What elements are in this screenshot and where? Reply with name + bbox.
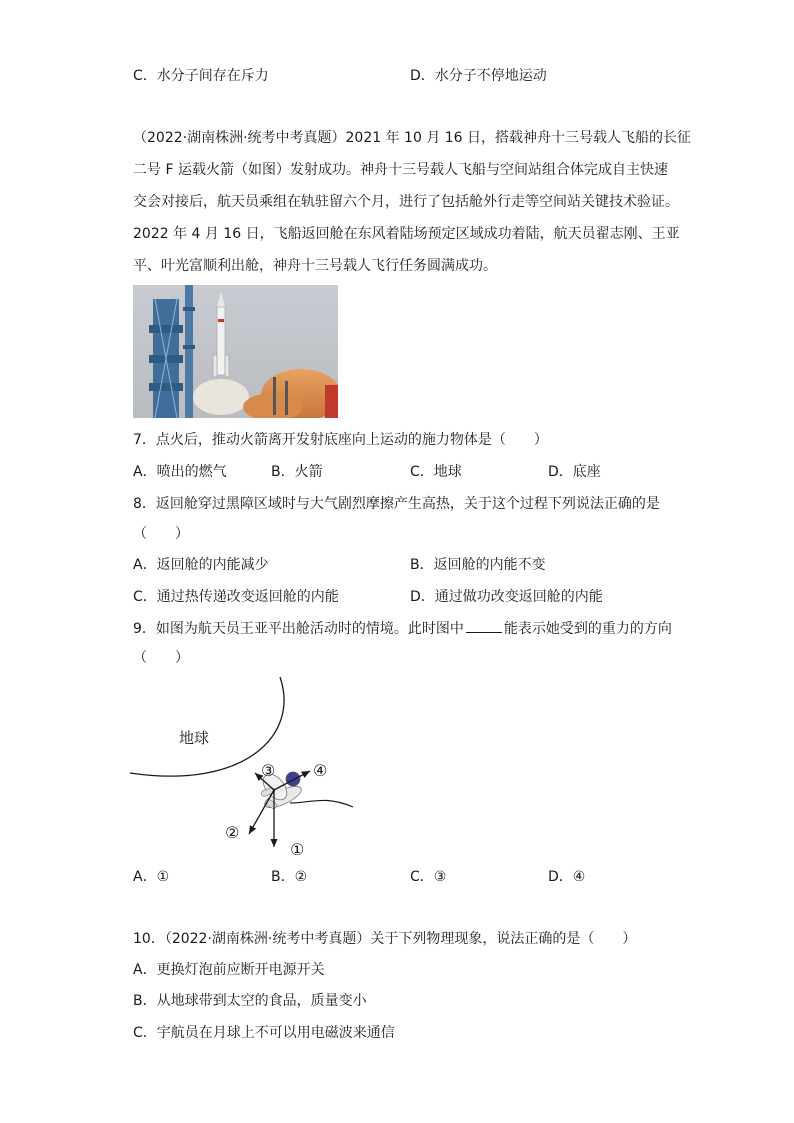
earth-label: 地球	[179, 729, 210, 747]
arrow-label-4: ④	[313, 761, 328, 780]
q9-answer-blank	[466, 618, 502, 633]
q8-stem: 8．返回舱穿过黑障区域时与大气剧烈摩擦产生高热，关于这个过程下列说法正确的是	[133, 496, 660, 512]
q7-option-c: C．地球	[410, 464, 462, 480]
passage-line-2: 二号 F 运载火箭（如图）发射成功。神舟十三号载人飞船与空间站组合体完成自主快速	[133, 162, 668, 178]
q9-option-b: B．②	[271, 869, 308, 885]
arrow-label-3: ③	[261, 761, 276, 780]
passage-line-5: 平、叶光富顺利出舱，神舟十三号载人飞行任务圆满成功。	[133, 258, 497, 274]
passage-line-4: 2022 年 4 月 16 日，飞船返回舱在东风着陆场预定区域成功着陆，航天员翟志刚、王亚	[133, 226, 680, 242]
passage-line-1: （2022·湖南株洲·统考中考真题）2021 年 10 月 16 日，搭载神舟十三号载人飞船的长征	[133, 130, 692, 146]
prev-option-d: D．水分子不停地运动	[410, 68, 547, 84]
q9-stem	[133, 618, 672, 639]
q9-stem-part-a: 9．如图为航天员王亚平出舱活动时的情境。此时图中	[133, 621, 464, 637]
q10-option-c: C．宇航员在月球上不可以用电磁波来通信	[133, 1025, 395, 1041]
prev-option-c: C．水分子间存在斥力	[133, 68, 269, 84]
q9-option-d: D．④	[548, 869, 586, 885]
q9-astronaut-figure	[125, 675, 365, 865]
q7-option-d: D．底座	[548, 464, 601, 480]
q9-option-a: A．①	[133, 869, 170, 885]
q7-stem: 7．点火后，推动火箭离开发射底座向上运动的施力物体是（ ）	[133, 432, 548, 448]
q9-paren: （ ）	[133, 650, 189, 666]
arrow-label-2: ②	[225, 823, 240, 842]
q9-stem-part-b: 能表示她受到的重力的方向	[503, 621, 672, 637]
q7-option-a: A．喷出的燃气	[133, 464, 227, 480]
q8-option-b: B．返回舱的内能不变	[410, 557, 546, 573]
q7-option-b: B．火箭	[271, 464, 323, 480]
q8-option-a: A．返回舱的内能减少	[133, 557, 269, 573]
q10-stem: 10．（2022·湖南株洲·统考中考真题）关于下列物理现象，说法正确的是（ ）	[133, 931, 637, 947]
q8-option-d: D．通过做功改变返回舱的内能	[410, 589, 603, 605]
q9-option-c: C．③	[410, 869, 447, 885]
passage-line-3: 交会对接后，航天员乘组在轨驻留六个月，进行了包括舱外行走等空间站关键技术验证。	[133, 194, 679, 210]
q8-paren: （ ）	[133, 526, 189, 542]
tether-line	[290, 800, 353, 807]
arrow-2	[249, 790, 274, 834]
q10-option-a: A．更换灯泡前应断开电源开关	[133, 962, 325, 978]
rocket-launch-photo	[133, 285, 338, 418]
arrow-label-1: ①	[290, 840, 305, 859]
q10-option-b: B．从地球带到太空的食品，质量变小	[133, 993, 367, 1009]
q8-option-c: C．通过热传递改变返回舱的内能	[133, 589, 339, 605]
